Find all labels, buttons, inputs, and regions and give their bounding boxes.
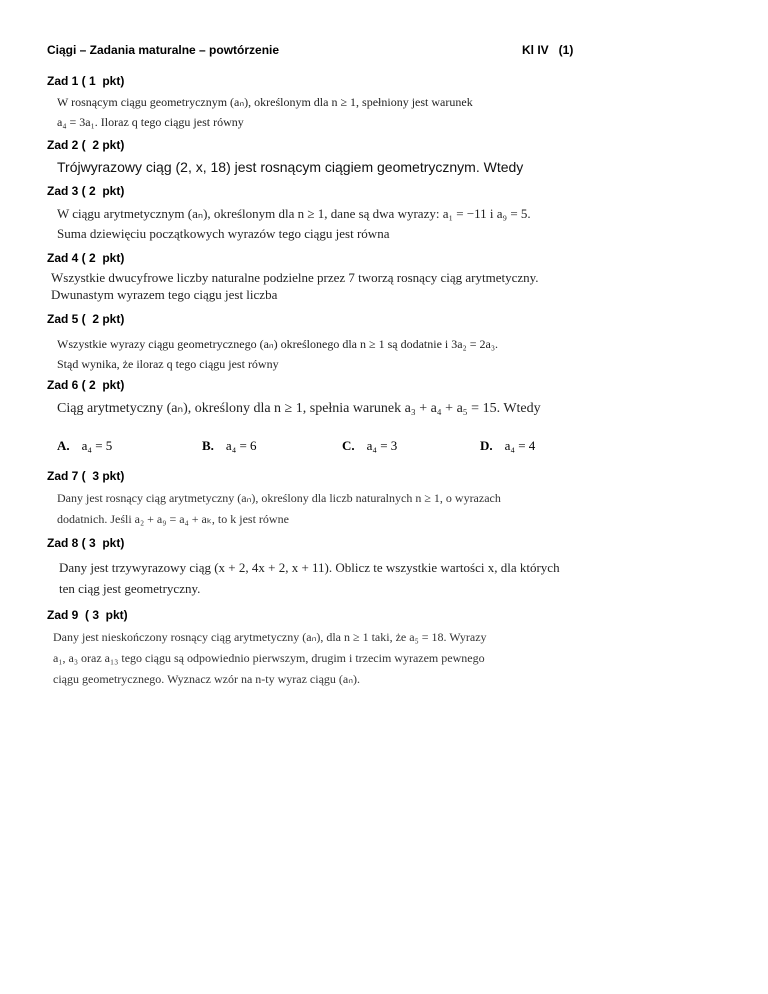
task-6-body [57, 399, 541, 419]
task-3-line-1: W ciągu arytmetycznym (aₙ), określonym dla n ≥ 1, dane są dwa wyrazy: a₁ = −11 i a₉ = 5. [57, 206, 531, 221]
answer-d-text: a₄ = 4 [504, 438, 536, 453]
task-1-line-2: a₄ = 3a₁. Iloraz q tego ciągu jest równy [57, 115, 244, 129]
task-5-line-2: Stąd wynika, że iloraz q tego ciągu jest równy [57, 357, 279, 371]
task-2-line-1: Trójwyrazowy ciąg (2, x, 18) jest rosnącym ciągiem geometrycznym. Wtedy [57, 159, 524, 175]
task-7-line-1: Dany jest rosnący ciąg arytmetyczny (aₙ), określony dla liczb naturalnych n ≥ 1, o wyrazach [57, 491, 501, 505]
task-6-line-1: Ciąg arytmetyczny (aₙ), określony dla n ≥ 1, spełnia warunek a₃ + a₄ + a₅ = 15. Wtedy [57, 401, 541, 416]
answer-a-letter: A. [57, 438, 70, 453]
task-4-body [51, 269, 539, 303]
task-3-line-2: Suma dziewięciu początkowych wyrazów tego ciągu jest równa [57, 226, 390, 241]
answer-b-letter: B. [202, 438, 214, 453]
task-5-title: Zad 5 ( 2 pkt) [47, 312, 125, 326]
task-3-body [57, 204, 531, 244]
answer-d [480, 438, 535, 454]
answer-b [202, 438, 257, 454]
task-4-line-1: Wszystkie dwucyfrowe liczby naturalne podzielne przez 7 tworzą rosnący ciąg arytmetyczny. [51, 270, 539, 285]
task-9-line-3: ciągu geometrycznego. Wyznacz wzór na n-ty wyraz ciągu (aₙ). [53, 672, 361, 686]
task-4-line-2: Dwunastym wyrazem tego ciągu jest liczba [51, 287, 278, 302]
task-1-body [57, 92, 473, 132]
task-9-body [53, 627, 487, 690]
page-title: Ciągi – Zadania maturalne – powtórzenie [47, 43, 280, 57]
task-8-title: Zad 8 ( 3 pkt) [47, 536, 125, 550]
task-9-line-1: Dany jest nieskończony rosnący ciąg arytmetyczny (aₙ), dla n ≥ 1 taki, że a₅ = 18. Wyrazy [53, 630, 487, 644]
class-label: Kl IV (1) [522, 43, 574, 57]
task-9-line-2: a₁, a₃ oraz a₁₃ tego ciągu są odpowiednio pierwszym, drugim i trzecim wyrazem pewnego [53, 651, 485, 665]
answer-a-text: a₄ = 5 [81, 438, 113, 453]
task-7-line-2: dodatnich. Jeśli a₂ + a₉ = a₄ + aₖ, to k jest równe [57, 512, 289, 526]
task-6-title: Zad 6 ( 2 pkt) [47, 378, 125, 392]
task-5-body [57, 334, 498, 374]
task-3-title: Zad 3 ( 2 pkt) [47, 184, 125, 198]
task-2-body [57, 157, 523, 177]
task-4-title: Zad 4 ( 2 pkt) [47, 251, 125, 265]
answer-c [342, 438, 397, 454]
task-1-line-1: W rosnącym ciągu geometrycznym (aₙ), określonym dla n ≥ 1, spełniony jest warunek [57, 95, 473, 109]
task-5-line-1: Wszystkie wyrazy ciągu geometrycznego (aₙ) określonego dla n ≥ 1 są dodatnie i 3a₂ = 2a₃. [57, 337, 499, 351]
task-7-title: Zad 7 ( 3 pkt) [47, 469, 125, 483]
task-2-title: Zad 2 ( 2 pkt) [47, 138, 125, 152]
answer-b-text: a₄ = 6 [225, 438, 257, 453]
task-8-line-2: ten ciąg jest geometryczny. [59, 581, 201, 596]
task-8-body [59, 557, 560, 599]
answer-d-letter: D. [480, 438, 493, 453]
task-8-line-1: Dany jest trzywyrazowy ciąg (x + 2, 4x + 2, x + 11). Oblicz te wszystkie wartości x, dla których [59, 560, 560, 575]
answer-c-letter: C. [342, 438, 355, 453]
answer-c-text: a₄ = 3 [366, 438, 398, 453]
task-7-body [57, 488, 501, 530]
answer-a [57, 438, 112, 454]
task-1-title: Zad 1 ( 1 pkt) [47, 74, 125, 88]
task-9-title: Zad 9 ( 3 pkt) [47, 608, 128, 622]
